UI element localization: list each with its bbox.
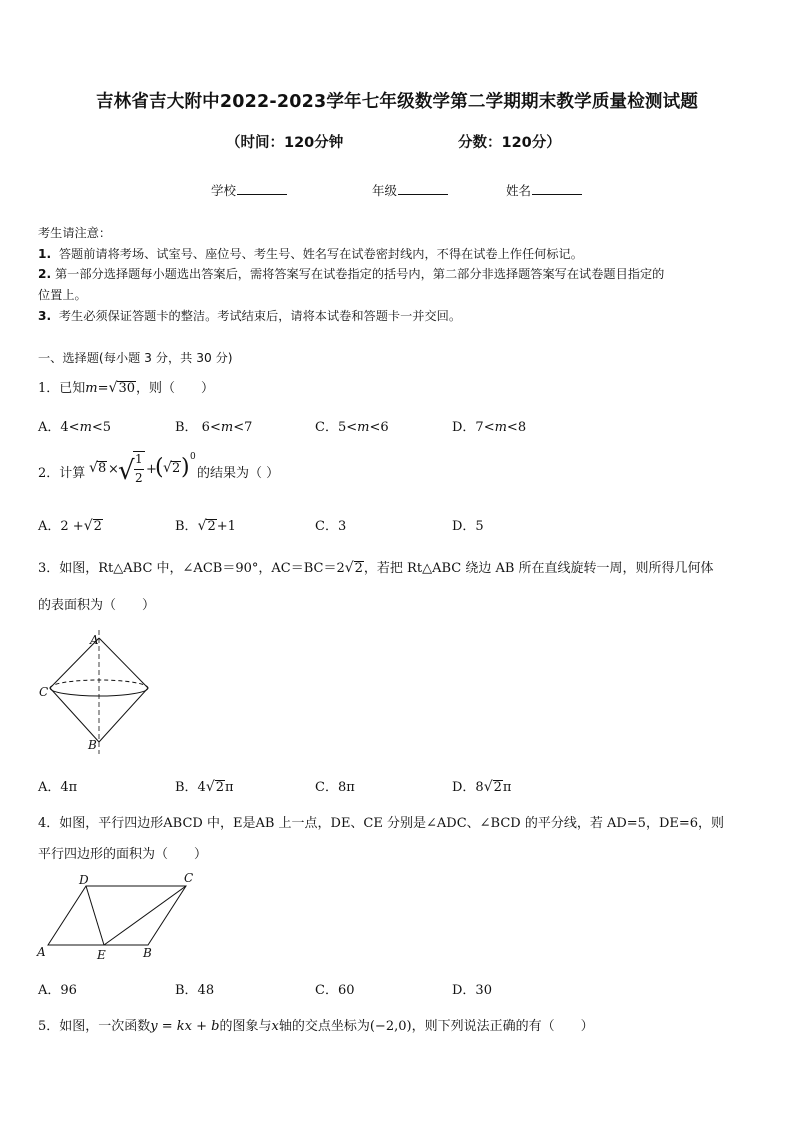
q2-numerator: 1 (135, 452, 143, 466)
q5-mid: 的图象与 (219, 1019, 272, 1034)
q4-option-b[interactable]: B．48 (175, 983, 215, 998)
section-heading: 一、选择题(每小题 3 分，共 30 分) (38, 351, 233, 365)
question-1: 1．已知m=√30，则（ ） (38, 380, 214, 396)
q1-suffix: ，则（ ） (135, 381, 214, 396)
note-3 (38, 307, 461, 324)
exam-title: 吉林省吉大附中2022-2023学年七年级数学第二学期期末教学质量检测试题 (95, 92, 699, 112)
q4-label-b: B (143, 946, 152, 960)
name-label: 姓名 (506, 183, 532, 198)
q2-times: × (108, 462, 119, 477)
q2-option-c[interactable]: C．3 (315, 519, 347, 534)
question-5 (38, 1015, 594, 1034)
question-4-line-1: 4．如图，平行四边形ABCD 中，E是AB 上一点，DE、CE 分别是∠ADC、∠BCD 的平分线，若 AD=5，DE=6，则 (38, 816, 725, 831)
q1-prefix: 1．已知 (38, 381, 86, 396)
q2-b-radicand: 2 (207, 519, 216, 534)
q1-option-d[interactable] (452, 416, 526, 435)
note-3-number: 3. (38, 309, 52, 323)
q5-mid2: 轴的交点坐标为 (278, 1019, 370, 1034)
q1-b-text: B． 6< (175, 420, 221, 435)
q2-option-d[interactable]: D．5 (452, 519, 484, 534)
q3-d-radicand: 2 (493, 780, 502, 795)
exam-score: 分数：120分） (458, 135, 561, 151)
q2-plus: + (146, 462, 157, 477)
q3-option-c[interactable]: C．8π (315, 780, 355, 795)
q1-c-var: m (357, 420, 370, 435)
q2-a-radicand: 2 (93, 519, 102, 534)
q3-text-a: 3．如图，Rt△ABC 中，∠ACB＝90°，AC＝BC＝2 (38, 561, 345, 576)
q5-coordinate: (−2,0) (369, 1019, 412, 1034)
note-1-number: 1. (38, 247, 52, 261)
q4-segment-ce (104, 886, 186, 945)
q4-option-a[interactable]: A．96 (38, 983, 77, 998)
q3-label-c: C (39, 685, 49, 699)
q1-a-var: m (79, 420, 92, 435)
note-2-continued: 位置上。 (38, 288, 87, 302)
q3-text-b: ，若把 Rt△ABC 绕边 AB 所在直线旋转一周，则所得几何体 (363, 561, 714, 576)
q4-parallelogram-figure (34, 870, 204, 962)
note-1-text: 答题前请将考场、试室号、座位号、考生号、姓名写在试卷密封线内，不得在试卷上作任何标记。 (58, 247, 583, 261)
q2-b-label: B． (175, 519, 198, 534)
note-2 (38, 265, 664, 282)
q5-suffix: ，则下列说法正确的有（ ） (411, 1019, 594, 1034)
q4-label-a: A (37, 945, 46, 959)
question-3-line-1: 3．如图，Rt△ABC 中，∠ACB＝90°，AC＝BC＝2√2，若把 Rt△ABC 绕边 AB 所在直线旋转一周，则所得几何体 (38, 560, 714, 576)
school-label: 学校 (211, 183, 237, 198)
q4-segment-de (86, 886, 104, 945)
question-4-line-2: 平行四边形的面积为（ ） (38, 847, 208, 862)
school-blank (237, 182, 287, 195)
name-blank (532, 182, 582, 195)
q3-radicand: 2 (354, 561, 363, 576)
q2-denominator: 2 (135, 471, 143, 485)
q3-label-b: B (88, 738, 97, 752)
q4-label-d: D (79, 873, 89, 887)
q3-b-text: B．4 (175, 780, 206, 795)
q4-option-d[interactable]: D．30 (452, 983, 492, 998)
note-2-text: 第一部分选择题每小题选出答案后，需将答案写在试卷指定的括号内，第二部分非选择题答案写在试卷题目指定的 (55, 267, 665, 281)
q1-a-tail: <5 (91, 420, 112, 435)
q1-d-var: m (494, 420, 507, 435)
exam-time: （时间：120分钟 (226, 135, 344, 151)
q2-exponent: 0 (190, 452, 196, 462)
note-2-number: 2. (38, 267, 52, 281)
q2-a-label: A． (38, 519, 61, 534)
name-field (506, 181, 582, 199)
q2-radicand-1: 8 (98, 461, 107, 476)
q1-option-a[interactable] (38, 416, 111, 435)
q3-label-a: A (90, 633, 99, 647)
q1-b-var: m (220, 420, 234, 435)
q1-d-tail: <8 (506, 420, 527, 435)
q1-c-tail: <6 (369, 420, 389, 435)
q1-option-c[interactable] (315, 416, 389, 435)
q2-b-text: +1 (216, 519, 236, 534)
q5-prefix: 5．如图，一次函数 (38, 1019, 151, 1034)
q3-option-d[interactable]: D．8√2π (452, 779, 512, 795)
grade-label: 年级 (372, 183, 398, 198)
q3-option-b[interactable]: B．4√2π (175, 779, 234, 795)
q3-double-cone-figure (34, 628, 164, 758)
grade-blank (398, 182, 448, 195)
q1-radicand: 30 (118, 381, 135, 396)
q2-prefix: 2．计算 (38, 466, 86, 481)
q4-label-c: C (184, 871, 194, 885)
q2-radicand-2: 2 (172, 461, 181, 476)
q3-option-a[interactable]: A．4π (38, 780, 78, 795)
q1-c-text: C．5< (315, 420, 358, 435)
q4-label-e: E (97, 948, 106, 962)
q1-b-tail: <7 (233, 420, 253, 435)
q3-d-pi: π (502, 780, 512, 795)
q3-d-text: D．8 (452, 780, 484, 795)
q2-option-a[interactable]: A．2 +√2 (38, 518, 102, 534)
q1-eq: = (97, 381, 109, 396)
q1-option-b[interactable] (175, 416, 252, 435)
q3-b-pi: π (225, 780, 234, 795)
grade-field (372, 181, 448, 199)
q3-b-radicand: 2 (215, 780, 225, 795)
q2-a-text: 2 + (60, 519, 84, 534)
q5-x: x (271, 1019, 279, 1034)
question-3-line-2: 的表面积为（ ） (38, 598, 156, 613)
note-3-text: 考生必须保证答题卡的整洁。考试结束后，请将本试卷和答题卡一并交回。 (58, 309, 462, 323)
school-field (211, 181, 287, 199)
q5-function: y = kx + b (150, 1019, 220, 1034)
q2-suffix: 的结果为（ ） (197, 466, 280, 481)
q4-option-c[interactable]: C．60 (315, 983, 355, 998)
q1-a-text: A．4< (38, 420, 80, 435)
q1-d-text: D．7< (452, 420, 495, 435)
q2-option-b[interactable]: B．√2+1 (175, 518, 236, 534)
notes-heading: 考生请注意： (38, 226, 112, 240)
q1-var: m (85, 381, 98, 396)
note-1 (38, 245, 583, 262)
